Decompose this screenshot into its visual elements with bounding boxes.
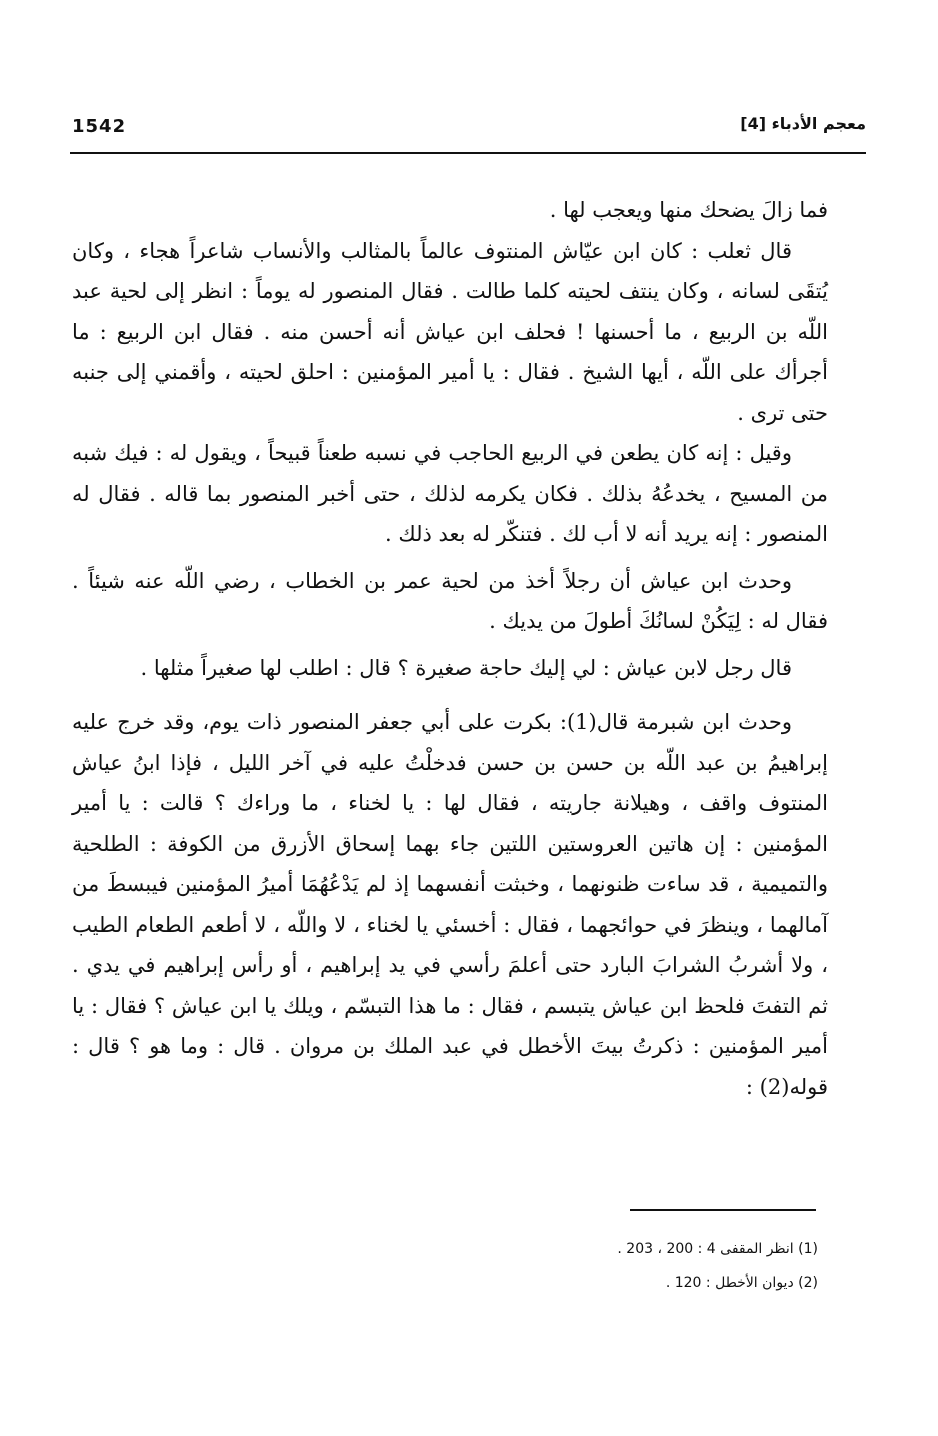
footnote-2: (2) ديوان الأخطل : 120 . (665, 1275, 818, 1291)
paragraph-request: قال رجل لابن عياش : لي إليك حاجة صغيرة ؟ قال : اطلب لها صغيراً مثلها . (140, 655, 792, 680)
page-number: 1542 (72, 116, 127, 137)
body-text (72, 190, 828, 1107)
paragraph-umar: وحدث ابن عياش أن رجلاً أخذ من لحية عمر بن الخطاب ، رضي اللّه عنه شيئاً . فقال له : لِيَكُنْ لسانُكَ أطولَ من يديك . (72, 568, 828, 633)
paragraph-rabi: وقيل : إنه كان يطعن في الربيع الحاجب في نسبه طعناً قبيحاً ، ويقول له : فيك شبه من المسيح ، يخدعُهُ بذلك . فكان يكرمه لذلك ، حتى أخبر المنصور بما قاله . فقال له المنصور : إنه يريد أنه لا أب لك . فتنكّر له بعد ذلك . (72, 441, 828, 546)
paragraph-thalab: قال ثعلب : كان ابن عيّاش المنتوف عالماً بالمثالب والأنساب شاعراً هجاء ، وكان يُتقَى لسانه ، وكان ينتف لحيته كلما طالت . فقال المنصور له يوماً : انظر إلى لحية عبد اللّه بن الربيع ، ما أحسنها ! فحلف ابن عياش أنه أحسن منه . فقال ابن الربيع : ما أجرأك على اللّه ، أيها الشيخ . فقال : يا أمير المؤمنين : احلق لحيته ، وأقمني إلى جنبه حتى ترى . (72, 238, 828, 425)
book-title: معجم الأدباء [4] (740, 114, 866, 133)
paragraph-continuation: فما زالَ يضحك منها ويعجب لها . (549, 198, 828, 222)
footnote-1: (1) انظر المقفى 4 : 200 ، 203 . (617, 1241, 818, 1257)
footnotes (540, 1232, 818, 1300)
paragraph-ibn-shubruma: وحدث ابن شبرمة قال(1): بكرت على أبي جعفر المنصور ذات يوم، وقد خرج عليه إبراهيمُ بن عبد اللّه بن حسن بن حسن فدخلْتُ عليه في آخر الليل ، فإذا ابنُ عياش المنتوف واقف ، وهيلانة جاريته ، فقال لها : يا لخناء ، ما وراءك ؟ قالت : يا أمير المؤمنين : إن هاتين العروستين اللتين جاء بهما إسحاق الأزرق من الكوفة : الطلحية والتميمية ، قد ساءت ظنونهما ، وخبثت أنفسهما إذ لم يَدْعُهُمَا أميرُ المؤمنين فيبسطَ من آمالهما ، وينظرَ في حوائجهما ، فقال : أخسئي يا لخناء ، لا واللّه ، لا أطعم الطعام الطيب ، ولا أشربُ الشرابَ البارد حتى أعلمَ رأسي في يد إبراهيم ، أو رأس إبراهيم في يدي . ثم التفتَ فلحظ ابن عياش يتبسم ، فقال : ما هذا التبسّم ، ويلك يا ابن عياش ؟ فقال : يا أمير المؤمنين : ذكرتُ بيتَ الأخطل في عبد الملك بن مروان . قال : وما هو ؟ قال : قوله(2) : (72, 710, 828, 1099)
running-header (70, 112, 866, 154)
footnote-divider (630, 1209, 816, 1211)
